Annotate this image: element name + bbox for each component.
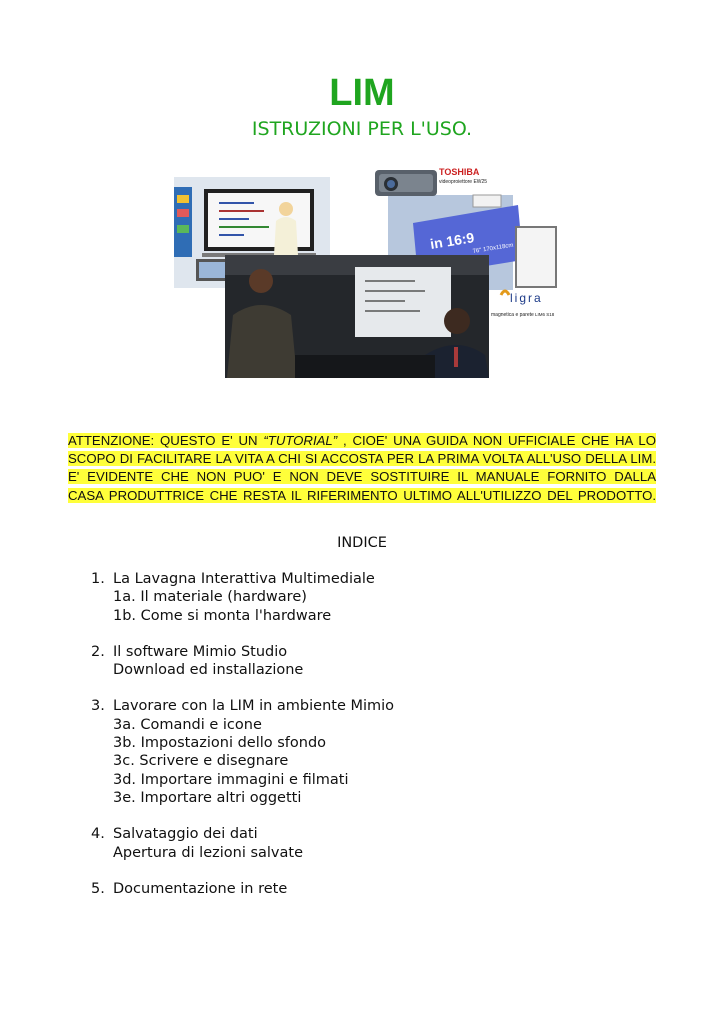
meeting-photo (225, 255, 489, 378)
toc-section-heading (91, 880, 511, 898)
toc-section-number: 4. (91, 826, 105, 843)
projector-brand: TOSHIBA (439, 167, 480, 177)
screen-ratio-text: in 16:9 (428, 229, 476, 252)
screen-size-text: 76" 170x118cm (472, 242, 514, 255)
toc-section-heading (91, 697, 511, 715)
toc-section-title: Documentazione in rete (113, 880, 288, 897)
ligra-logo-text: ligra (510, 291, 543, 305)
toc-section-number: 5. (91, 880, 105, 897)
toc-subitem-label: 3b. Impostazioni dello sfondo (113, 735, 327, 752)
notice-emphasis: “TUTORIAL” (263, 433, 338, 448)
notice-line-text: E' EVIDENTE CHE NON PUO' E NON DEVE SOSTITUIRE IL MANUALE FORNITO DALLA (68, 469, 656, 485)
notice-line (68, 432, 656, 450)
toc-section (91, 880, 511, 898)
toc-subitem (91, 588, 511, 606)
toc-subitem-label: Download ed installazione (113, 662, 304, 679)
notice-line (68, 468, 656, 486)
toc-subitem-label: 3d. Importare immagini e filmati (113, 771, 349, 788)
toc-section (91, 570, 511, 625)
toc-section (91, 825, 511, 862)
toc-section (91, 643, 511, 680)
toc-section-title: Salvataggio dei dati (113, 826, 258, 843)
toc-subitem (91, 752, 511, 770)
notice-line-text: , CIOE' UNA GUIDA NON UFFICIALE CHE HA LO (337, 433, 657, 448)
notice-line (68, 450, 656, 468)
projector-caption: videoproiettore EW25 (439, 179, 488, 185)
page-subtitle: ISTRUZIONI PER L'USO. (251, 118, 473, 140)
toc-section-title: Lavorare con la LIM in ambiente Mimio (113, 698, 395, 715)
toc-section-number: 3. (91, 698, 105, 715)
toc-section-title: La Lavagna Interattiva Multimediale (113, 571, 375, 587)
table-of-contents (91, 570, 511, 916)
toc-subitem-label: 3e. Importare altri oggetti (113, 789, 302, 806)
toc-section-number: 1. (91, 571, 105, 587)
notice-line-text: CASA PRODUTTRICE CHE RESTA IL RIFERIMENTO ULTIMO ALL'UTILIZZO DEL PRODOTTO. (68, 487, 656, 503)
notice-line-text: ATTENZIONE: QUESTO E' UN (68, 433, 264, 448)
product-code: LIM6 S18 (535, 312, 555, 317)
toc-subitem-label: 3c. Scrivere e disegnare (113, 753, 289, 770)
meeting-illustration (225, 255, 489, 378)
index-heading: INDICE (337, 535, 387, 551)
toc-subitem (91, 771, 511, 789)
toc-subitem (91, 607, 511, 625)
toc-subitem-label: 1a. Il materiale (hardware) (113, 589, 307, 606)
toc-subitem (91, 734, 511, 752)
toc-section-heading (91, 643, 511, 661)
toc-section (91, 697, 511, 807)
toc-subitem (91, 661, 511, 679)
toc-subitem-label: 3a. Comandi e icone (113, 716, 262, 733)
notice-line-text: SCOPO DI FACILITARE LA VITA A CHI SI ACCOSTA PER LA PRIMA VOLTA ALL'USO DELLA LIM. (68, 451, 656, 467)
page-title: LIM (329, 72, 395, 114)
toc-section-title: Il software Mimio Studio (113, 643, 288, 660)
toc-subitem (91, 844, 511, 862)
toc-subitem (91, 716, 511, 734)
toc-section-heading (91, 825, 511, 843)
disclaimer-notice (68, 432, 656, 505)
toc-subitem-label: 1b. Come si monta l'hardware (113, 607, 332, 624)
toc-section-heading (91, 570, 511, 588)
toc-subitem (91, 789, 511, 807)
notice-line (68, 487, 656, 505)
product-caption: magnetica e parete (491, 312, 534, 318)
toc-section-number: 2. (91, 643, 105, 660)
toc-subitem-label: Apertura di lezioni salvate (113, 844, 304, 861)
